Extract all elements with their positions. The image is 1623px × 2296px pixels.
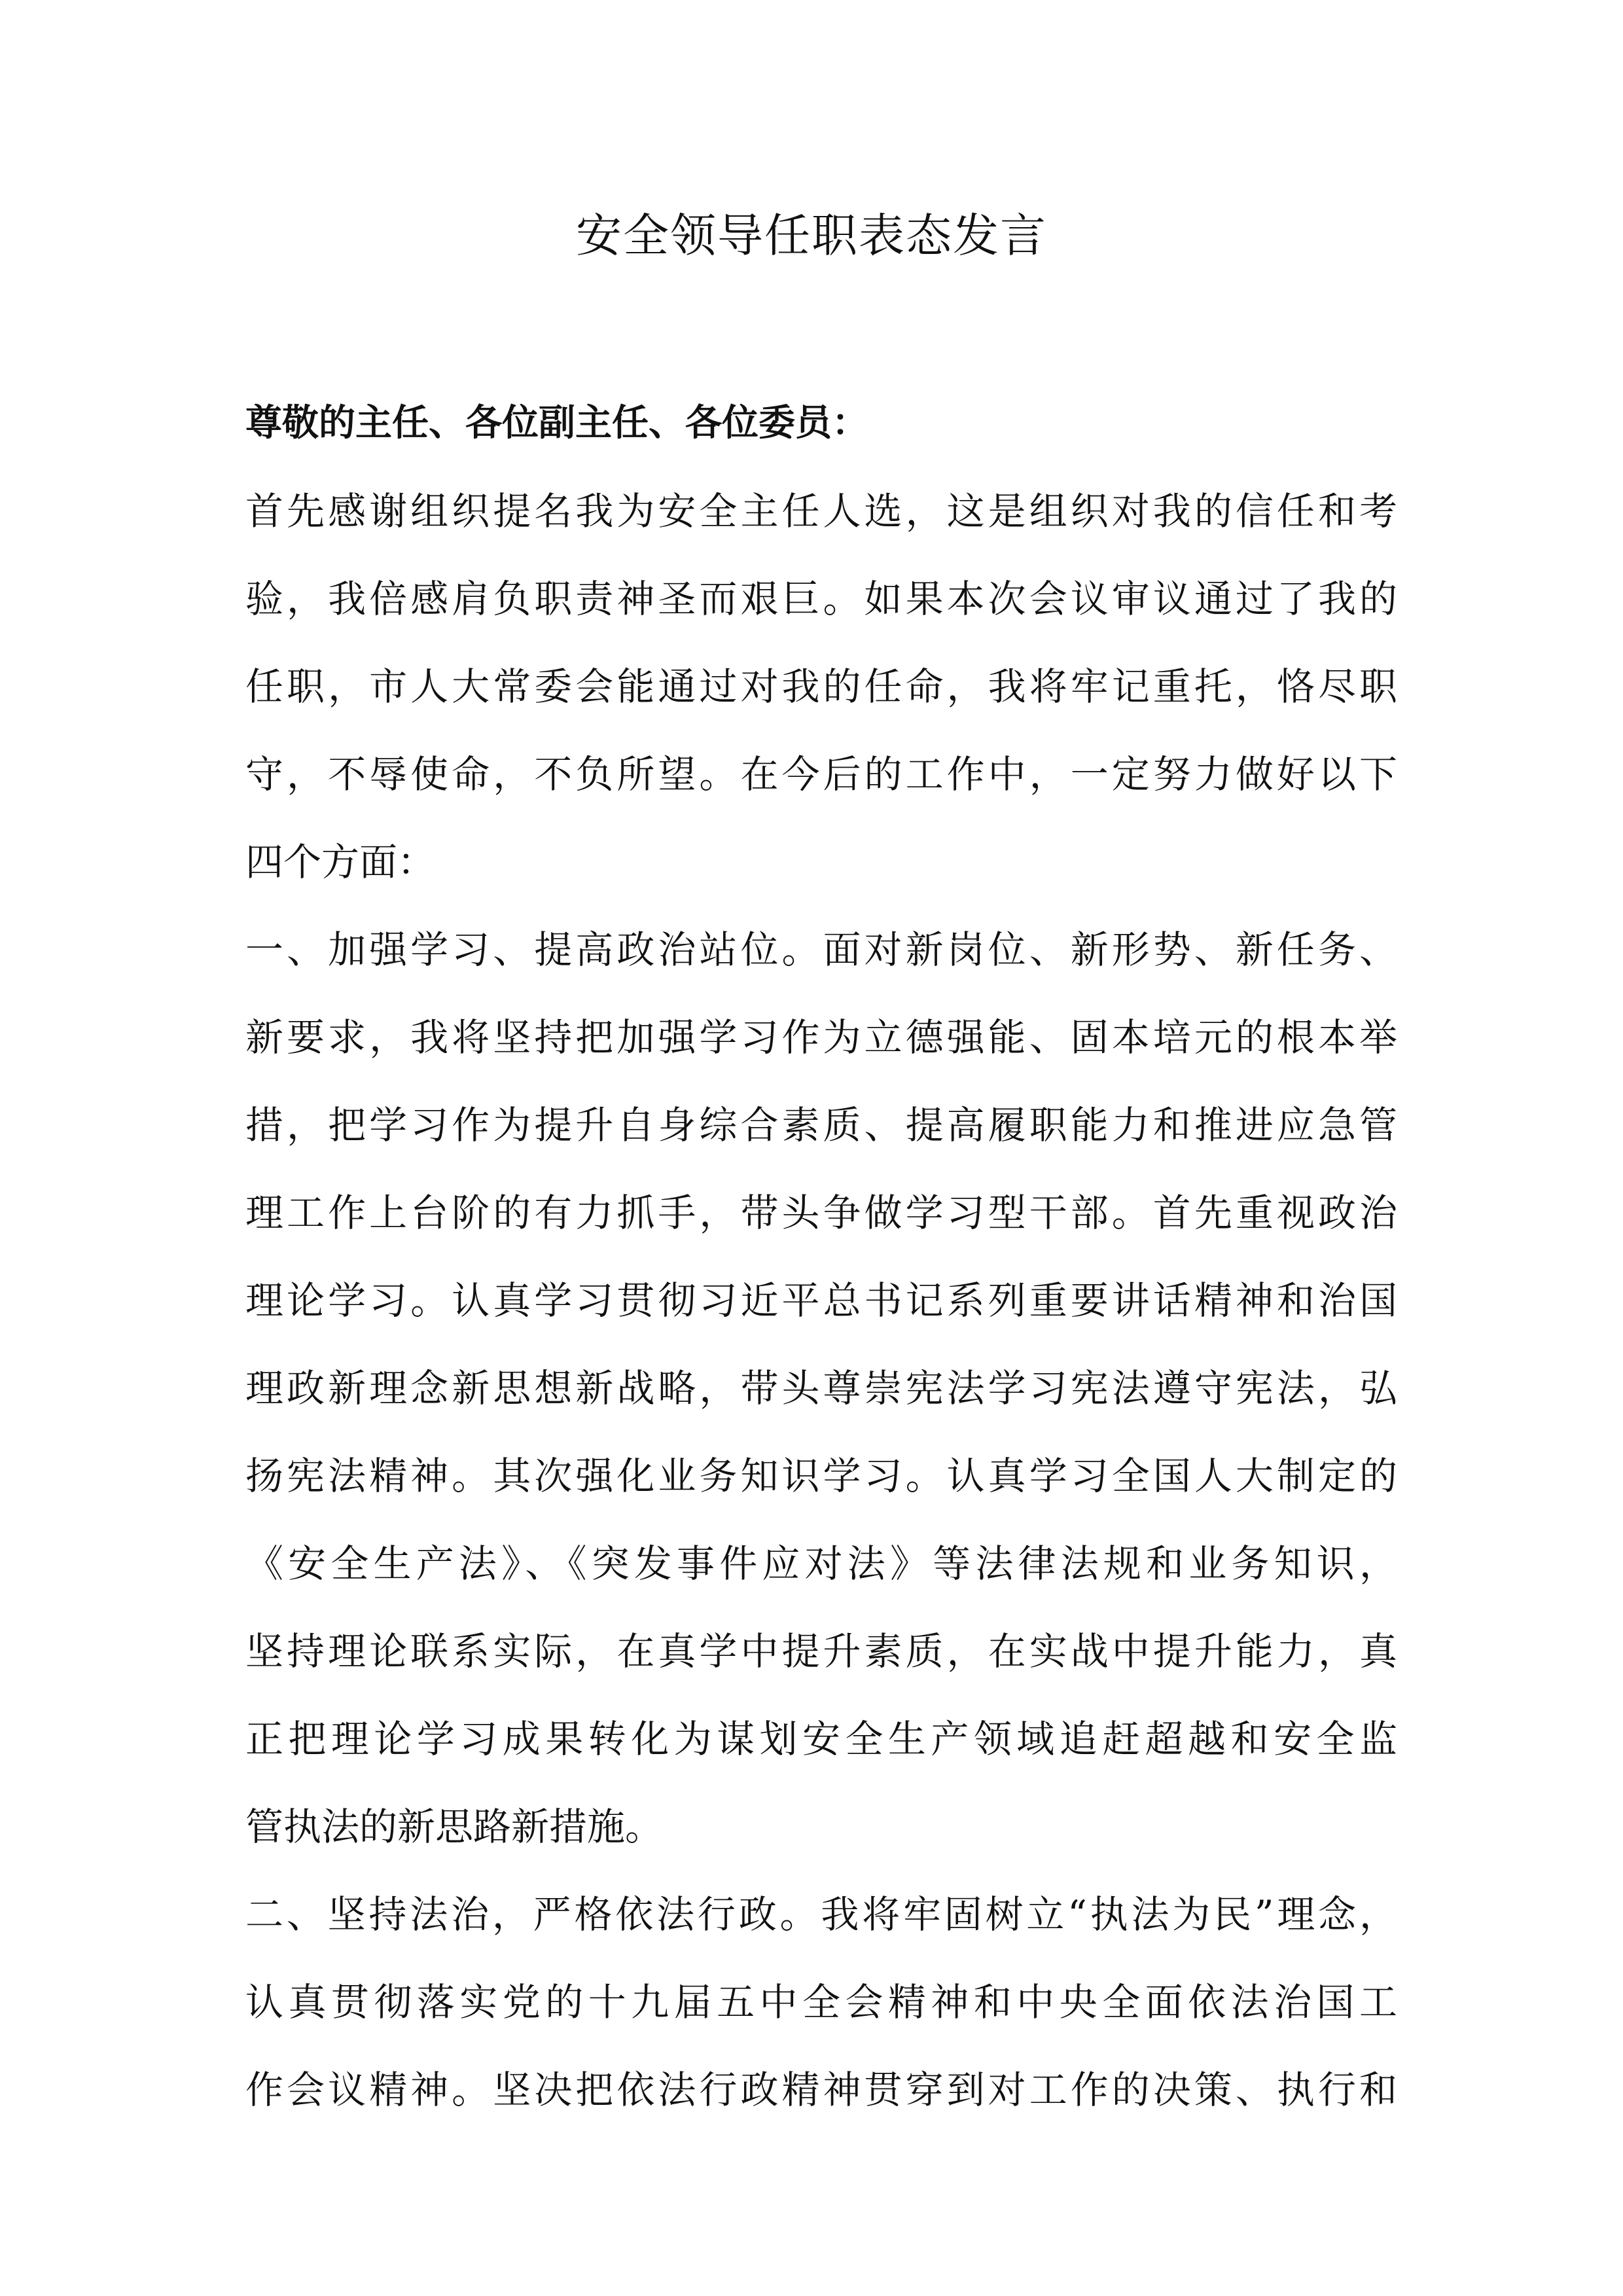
body-line: 坚持理论联系实际，在真学中提升素质，在实战中提升能力，真 [245,1629,1397,1674]
salutation-line: 尊敬的主任、各位副主任、各位委员： [245,402,868,444]
body-line: 验，我倍感肩负职责神圣而艰巨。如果本次会议审议通过了我的 [245,577,1397,621]
body-line: 作会议精神。坚决把依法行政精神贯穿到对工作的决策、执行和 [245,2068,1397,2112]
body-line: 二、坚持法治，严格依法行政。我将牢固树立“执法为民”理念， [245,1892,1397,1937]
body-line: 理论学习。认真学习贯彻习近平总书记系列重要讲话精神和治国 [245,1278,1397,1323]
body-line: 《安全生产法》、《突发事件应对法》等法律法规和业务知识， [245,1541,1397,1586]
body-line: 理政新理念新思想新战略，带头尊崇宪法学习宪法遵守宪法，弘 [245,1366,1397,1410]
body-line: 守，不辱使命，不负所望。在今后的工作中，一定努力做好以下 [245,752,1397,797]
body-line: 正把理论学习成果转化为谋划安全生产领域追赶超越和安全监 [245,1717,1397,1761]
body-line: 一、加强学习、提高政治站位。面对新岗位、新形势、新任务、 [245,927,1397,972]
document-title: 安全领导任职表态发言 [576,209,1047,262]
body-line: 认真贯彻落实党的十九届五中全会精神和中央全面依法治国工 [245,1980,1397,2024]
body-line: 四个方面： [245,840,436,884]
body-line: 任职，市人大常委会能通过对我的任命，我将牢记重托，恪尽职 [245,664,1397,709]
body-line: 扬宪法精神。其次强化业务知识学习。认真学习全国人大制定的 [245,1454,1397,1498]
body-line: 管执法的新思路新措施。 [245,1804,664,1849]
body-line: 新要求，我将坚持把加强学习作为立德强能、固本培元的根本举 [245,1015,1397,1060]
body-line: 理工作上台阶的有力抓手，带头争做学习型干部。首先重视政治 [245,1191,1397,1235]
document-body [245,380,1397,2134]
body-line: 措，把学习作为提升自身综合素质、提高履职能力和推进应急管 [245,1103,1397,1147]
body-line: 首先感谢组织提名我为安全主任人选，这是组织对我的信任和考 [245,489,1397,533]
